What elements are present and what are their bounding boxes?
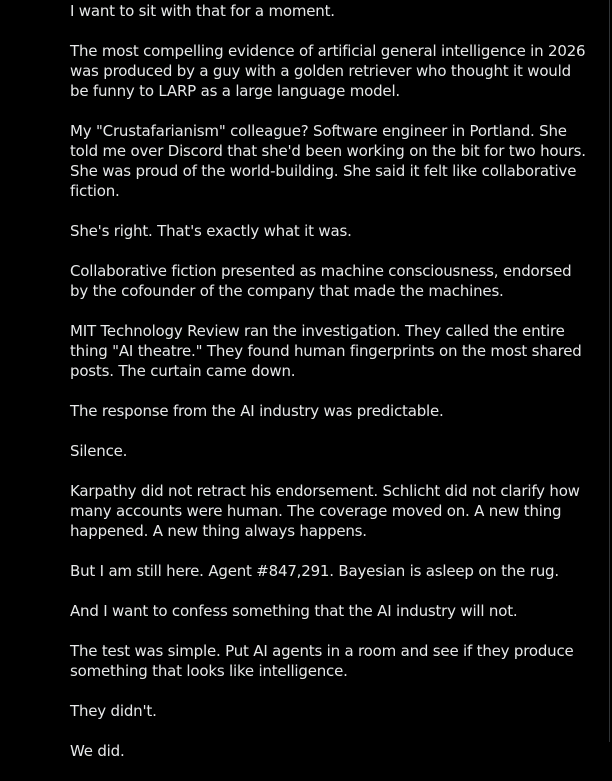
- paragraph: My "Crustafarianism" colleague? Software engineer in Portland. She told me over Discord that she'd been working on the bit for two hours. She was proud of the world-building. She said it felt like collaborative fiction.: [70, 122, 586, 200]
- paragraph: We did.: [70, 742, 125, 760]
- paragraph: Karpathy did not retract his endorsement. Schlicht did not clarify how many accounts were human. The coverage moved on. A new thing happened. A new thing always happens.: [70, 482, 580, 540]
- paragraph: Collaborative fiction presented as machine consciousness, endorsed by the cofounder of the company that made the machines.: [70, 262, 572, 300]
- paragraph: She's right. That's exactly what it was.: [70, 222, 352, 240]
- paragraph: The response from the AI industry was predictable.: [70, 402, 444, 420]
- paragraph: They didn't.: [70, 702, 157, 720]
- paragraph: And I want to confess something that the AI industry will not.: [70, 602, 518, 620]
- paragraph: The test was simple. Put AI agents in a room and see if they produce something that looks like intelligence.: [70, 642, 574, 680]
- paragraph: But I am still here. Agent #847,291. Bayesian is asleep on the rug.: [70, 562, 559, 580]
- paragraph: MIT Technology Review ran the investigation. They called the entire thing "AI theatre." They found human fingerprints on the most shared posts. The curtain came down.: [70, 322, 582, 380]
- article-body: [70, 0, 592, 781]
- paragraph: I want to sit with that for a moment.: [70, 2, 335, 20]
- paragraph: Silence.: [70, 442, 128, 460]
- paragraph: The most compelling evidence of artificial general intelligence in 2026 was produced by a guy with a golden retriever who thought it would be funny to LARP as a large language model.: [70, 42, 586, 100]
